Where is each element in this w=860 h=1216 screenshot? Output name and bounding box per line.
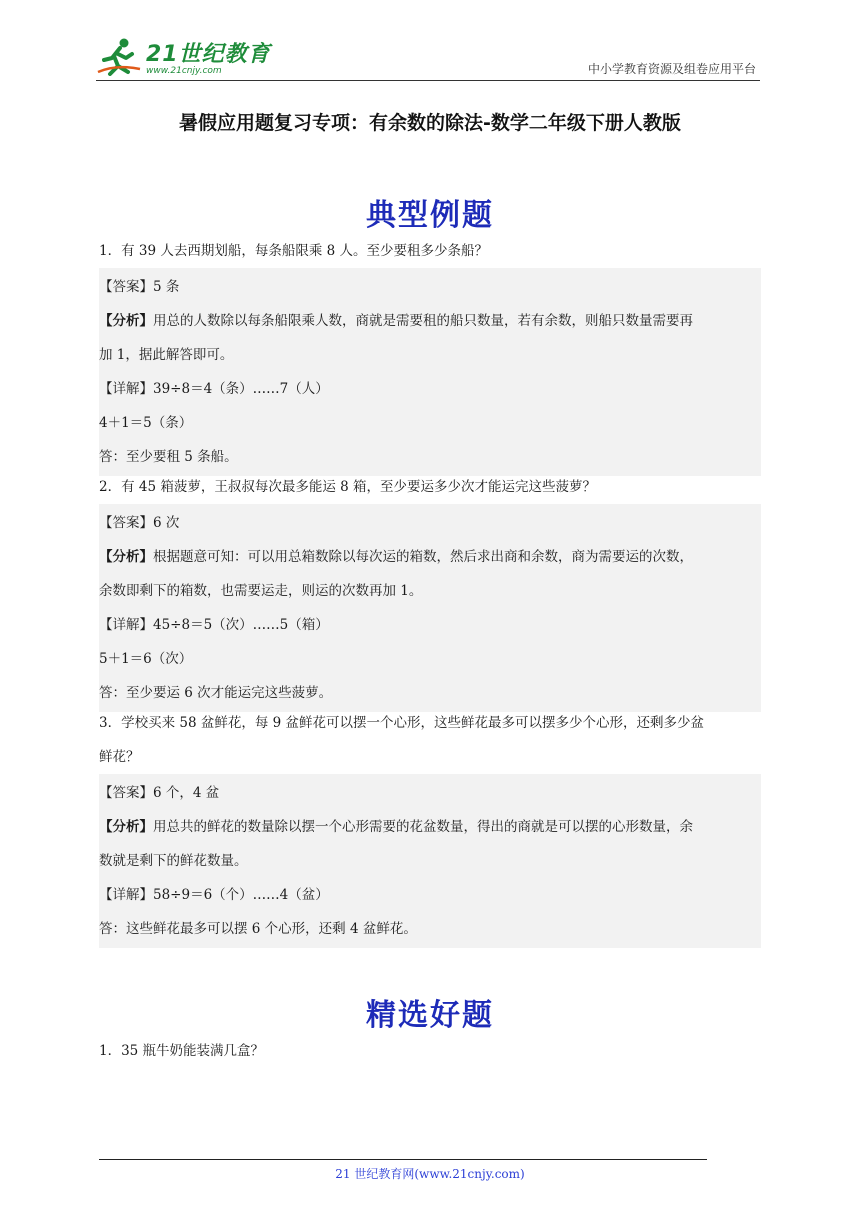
example-3 <box>99 706 761 948</box>
logo-url: www.21cnjy.com <box>146 66 222 76</box>
answer-block <box>99 774 761 948</box>
analysis-tag: 【分析】 <box>99 549 153 565</box>
site-logo[interactable] <box>96 36 271 76</box>
answer-line <box>99 506 757 540</box>
section-title-examples: 典型例题 <box>366 198 494 233</box>
analysis-line-cont: 余数即剩下的箱数，也需要运走，则运的次数再加 1。 <box>99 583 423 599</box>
logo-wordmark: 21世纪教育 <box>146 42 271 67</box>
example-question: 2．有 45 箱菠萝，王叔叔每次最多能运 8 箱，至少要运多少次才能运完这些菠萝？ <box>99 479 597 495</box>
analysis-tag: 【分析】 <box>99 819 153 835</box>
answer-tag: 【答案】 <box>99 279 153 295</box>
footer-site-link[interactable]: 21 世纪教育网(www.21cnjy.com) <box>335 1167 525 1181</box>
final-answer: 答：至少要租 5 条船。 <box>99 449 238 465</box>
answer-value: 6 个，4 盆 <box>153 785 220 801</box>
detail-line <box>99 878 757 912</box>
detail-tag: 【详解】 <box>99 381 153 397</box>
section-title-practice: 精选好题 <box>366 998 494 1033</box>
detail-text: 58÷9＝6（个）……4（盆） <box>153 887 329 903</box>
runner-logo-icon <box>96 36 142 76</box>
detail-tag: 【详解】 <box>99 887 153 903</box>
example-2 <box>99 470 761 712</box>
analysis-line-cont: 加 1，据此解答即可。 <box>99 347 234 363</box>
example-1 <box>99 234 761 476</box>
practice-question: 1．35 瓶牛奶能装满几盒？ <box>99 1043 265 1059</box>
analysis-text: 用总共的鲜花的数量除以摆一个心形需要的花盆数量，得出的商就是可以摆的心形数量，余 <box>153 819 693 835</box>
footer-divider <box>99 1159 707 1160</box>
answer-line <box>99 270 757 304</box>
platform-name: 中小学教育资源及组卷应用平台 <box>587 62 756 76</box>
answer-block <box>99 268 761 476</box>
example-question: 1．有 39 人去西期划船，每条船限乘 8 人。至少要租多少条船？ <box>99 243 489 259</box>
example-question-cont: 鲜花？ <box>99 749 140 765</box>
detail-tag: 【详解】 <box>99 617 153 633</box>
detail-text: 39÷8＝4（条）……7（人） <box>153 381 329 397</box>
final-answer: 答：这些鲜花最多可以摆 6 个心形，还剩 4 盆鲜花。 <box>99 921 417 937</box>
answer-value: 5 条 <box>153 279 180 295</box>
analysis-tag: 【分析】 <box>99 313 153 329</box>
analysis-line <box>99 810 757 844</box>
answer-line <box>99 776 757 810</box>
detail-line-2: 4＋1＝5（条） <box>99 415 193 431</box>
answer-block <box>99 504 761 712</box>
analysis-text: 根据题意可知：可以用总箱数除以每次运的箱数，然后求出商和余数，商为需要运的次数， <box>153 549 693 565</box>
analysis-text: 用总的人数除以每条船限乘人数，商就是需要租的船只数量，若有余数，则船只数量需要再 <box>153 313 693 329</box>
practice-1 <box>99 1034 761 1068</box>
example-question: 3．学校买来 58 盆鲜花，每 9 盆鲜花可以摆一个心形，这些鲜花最多可以摆多少个心形，还剩多少盆 <box>99 715 705 731</box>
analysis-line <box>99 304 757 338</box>
final-answer: 答：至少要运 6 次才能运完这些菠萝。 <box>99 685 333 701</box>
detail-text: 45÷8＝5（次）……5（箱） <box>153 617 329 633</box>
detail-line <box>99 608 757 642</box>
document-title: 暑假应用题复习专项：有余数的除法-数学二年级下册人教版 <box>179 112 681 134</box>
detail-line <box>99 372 757 406</box>
answer-value: 6 次 <box>153 515 180 531</box>
answer-tag: 【答案】 <box>99 515 153 531</box>
page-header <box>96 32 760 81</box>
analysis-line-cont: 数就是剩下的鲜花数量。 <box>99 853 248 869</box>
answer-tag: 【答案】 <box>99 785 153 801</box>
analysis-line <box>99 540 757 574</box>
detail-line-2: 5＋1＝6（次） <box>99 651 193 667</box>
